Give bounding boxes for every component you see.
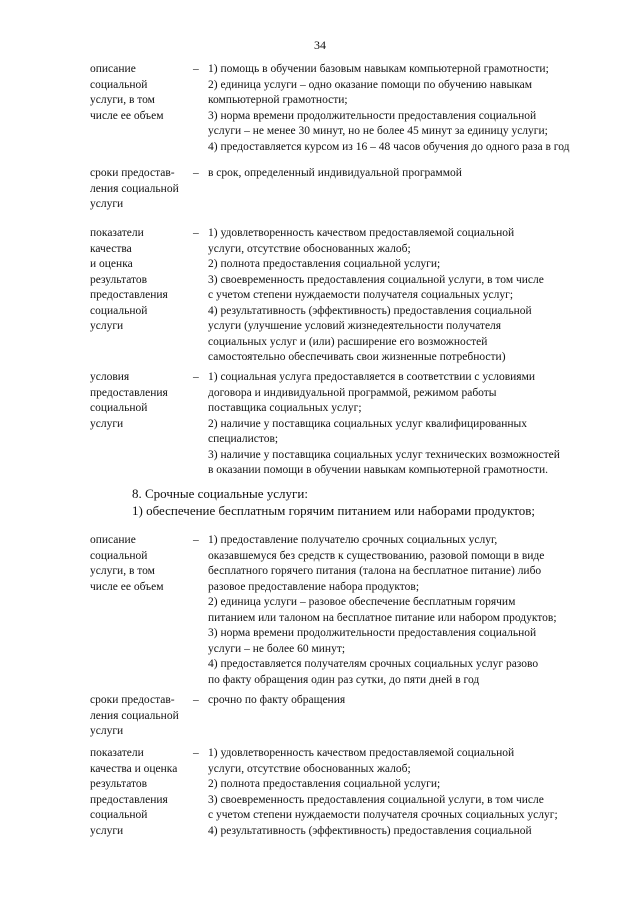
heading-line: 1) обеспечение бесплатным горячим питанием или наборами продуктов; [132, 503, 536, 518]
label-line: услуги, в том [90, 94, 155, 106]
content-line: поставщика социальных услуг; [208, 402, 362, 414]
content-line: в оказании помощи в обучении навыкам компьютерной грамотности. [208, 464, 548, 476]
dash-separator: – [193, 534, 199, 546]
label-line: качества и оценка [90, 762, 178, 775]
content-line: 3) норма времени продолжительности предоставления социальной [208, 627, 537, 639]
section-label [90, 533, 190, 595]
section-content [208, 62, 618, 155]
section-label [90, 226, 190, 335]
label-line: услуги [90, 320, 124, 332]
label-line: числе ее объем [90, 109, 164, 122]
content-line: бесплатного горячего питания (талона на бесплатное питание) либо [208, 565, 542, 577]
section-content [208, 166, 618, 182]
content-line: 3) своевременность предоставления социальной услуги, в том числе [208, 793, 544, 806]
label-line: социальной [90, 809, 148, 821]
label-line: ления социальной [90, 709, 179, 722]
content-line: 1) удовлетворенность качеством предоставляемой социальной [208, 747, 515, 759]
label-line: социальной [90, 78, 148, 91]
label-line: социальной [90, 304, 148, 317]
content-line: 4) результативность (эффективность) предоставления социальной [208, 304, 532, 317]
label-line: социальной [90, 549, 148, 562]
content-line: питанием или талоном на бесплатное питание или набором продуктов; [208, 611, 557, 624]
label-line: описание [90, 534, 136, 546]
content-line: 1) социальная услуга предоставляется в соответствии с условиями [208, 371, 536, 383]
dash-separator: – [193, 747, 199, 759]
content-line: разовое предоставление набора продуктов; [208, 580, 420, 593]
label-line: результатов [90, 778, 148, 790]
label-line: предоставления [90, 289, 168, 301]
label-line: условия [90, 371, 130, 383]
section-label [90, 370, 190, 432]
label-line: показатели [90, 747, 144, 759]
section-content [208, 746, 618, 839]
label-line: услуги, в том [90, 565, 155, 577]
content-line: компьютерной грамотности; [208, 94, 348, 106]
content-line: договора и индивидуальной программой, режимом работы [208, 386, 497, 399]
content-line: социальных услуг и (или) расширение его возможностей [208, 335, 488, 348]
label-line: результатов [90, 273, 148, 286]
content-line: 3) норма времени продолжительности предоставления социальной [208, 109, 537, 122]
dash-separator: – [193, 63, 199, 75]
section-label [90, 166, 190, 213]
content-line: 2) полнота предоставления социальной услуги; [208, 258, 441, 270]
label-line: описание [90, 63, 136, 75]
dash-separator: – [193, 227, 199, 239]
content-line: самостоятельно обеспечивать свои жизненные потребности) [208, 351, 506, 363]
content-line: оказавшемуся без средств к существованию, разовой помощи в виде [208, 549, 545, 562]
label-line: качества [90, 242, 132, 255]
content-line: услуги – не более 60 минут; [208, 642, 346, 655]
page-number: 34 [314, 38, 326, 52]
content-line: 1) помощь в обучении базовым навыкам компьютерной грамотности; [208, 63, 549, 75]
label-line: предоставления [90, 793, 168, 806]
section-content [208, 370, 618, 479]
label-line: услуги [90, 417, 124, 430]
section-label [90, 746, 190, 839]
content-line: 3) наличие у поставщика социальных услуг технических возможностей [208, 448, 560, 461]
label-line: сроки предостав- [90, 694, 175, 706]
content-line: по факту обращения один раз сутки, до пяти дней в год [208, 673, 480, 686]
section-content [208, 693, 618, 709]
content-line: услуги, отсутствие обоснованных жалоб; [208, 242, 411, 255]
label-line: социальной [90, 402, 148, 414]
content-line: 4) результативность (эффективность) предоставления социальной [208, 824, 532, 837]
content-line: срочно по факту обращения [208, 694, 346, 706]
label-line: и оценка [90, 258, 133, 270]
heading-line: 8. Срочные социальные услуги: [132, 486, 308, 501]
dash-separator: – [193, 167, 199, 179]
content-line: 3) своевременность предоставления социальной услуги, в том числе [208, 273, 544, 286]
label-line: предоставления [90, 386, 168, 399]
content-line: 2) наличие у поставщика социальных услуг квалифицированных [208, 417, 527, 430]
label-line: сроки предостав- [90, 167, 175, 179]
dash-separator: – [193, 371, 199, 383]
content-line: 4) предоставляется получателям срочных социальных услуг разово [208, 658, 539, 670]
section-label [90, 62, 190, 124]
label-line: услуги [90, 725, 124, 737]
section-heading [90, 485, 610, 519]
content-line: с учетом степени нуждаемости получателя социальных услуг; [208, 289, 514, 301]
label-line: числе ее объем [90, 580, 164, 593]
content-line: услуги – не менее 30 минут, но не более 45 минут за единицу услуги; [208, 125, 548, 137]
dash-separator: – [193, 694, 199, 706]
label-line: показатели [90, 227, 144, 239]
section-label [90, 693, 190, 740]
content-line: 1) удовлетворенность качеством предоставляемой социальной [208, 227, 515, 239]
content-line: услуги (улучшение условий жизнедеятельности получателя [208, 320, 502, 332]
content-line: 4) предоставляется курсом из 16 – 48 часов обучения до одного раза в год [208, 140, 570, 153]
content-line: 2) единица услуги – разовое обеспечение бесплатным горячим [208, 596, 516, 608]
label-line: ления социальной [90, 182, 179, 195]
section-content [208, 533, 618, 688]
label-line: услуги [90, 198, 124, 210]
label-line: услуги [90, 824, 124, 837]
content-line: специалистов; [208, 433, 279, 445]
content-line: 2) полнота предоставления социальной услуги; [208, 778, 441, 790]
content-line: 2) единица услуги – одно оказание помощи по обучению навыкам [208, 78, 532, 91]
content-line: 1) предоставление получателю срочных социальных услуг, [208, 534, 498, 546]
content-line: с учетом степени нуждаемости получателя срочных социальных услуг; [208, 809, 558, 821]
content-line: в срок, определенный индивидуальной программой [208, 167, 462, 179]
section-content [208, 226, 618, 366]
content-line: услуги, отсутствие обоснованных жалоб; [208, 762, 411, 775]
